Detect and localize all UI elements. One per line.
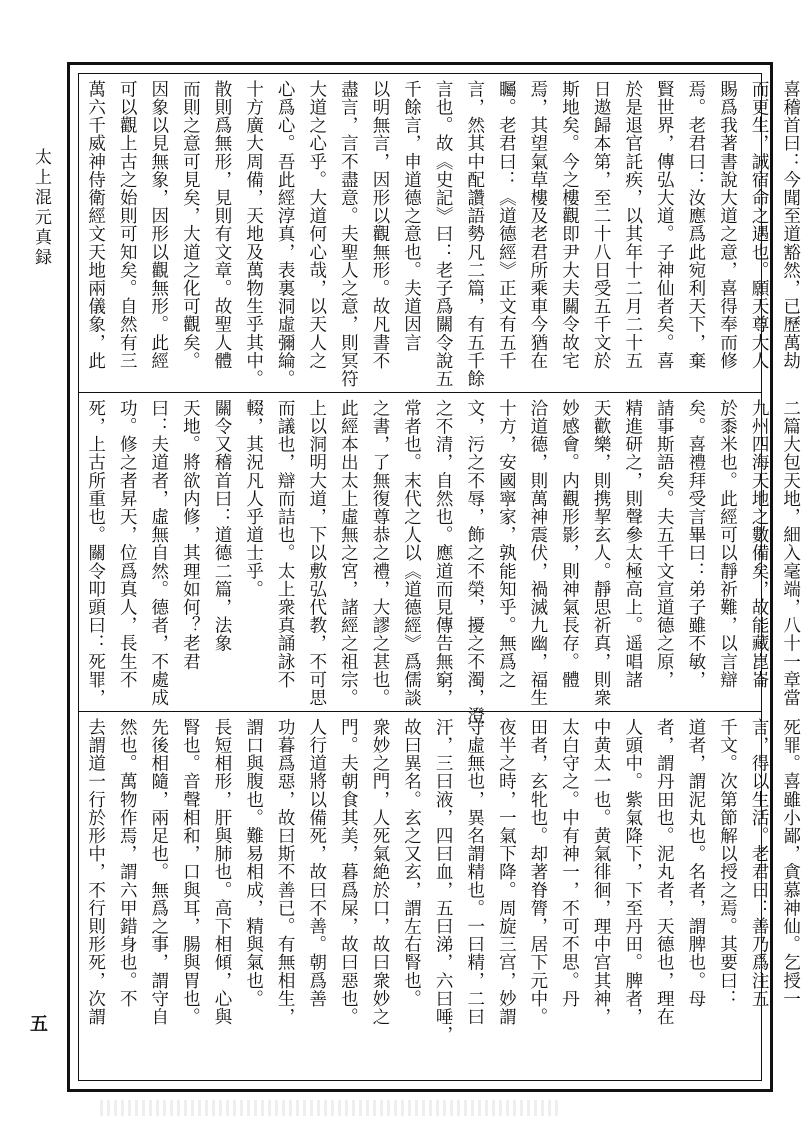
text-column: 道者，謂泥丸也。名者，謂脾也。母: [685, 718, 706, 1008]
text-column: 賜爲我著書說大道之意，喜得奉而修: [717, 80, 738, 370]
text-column: 去謂道一行於形中，不行則形死，次謂: [85, 718, 106, 1026]
text-column: 太白守之。中有神一，不可不思。丹: [559, 718, 580, 1008]
text-column: 斯地矣。今之樓觀即尹大夫關令故宅: [559, 80, 580, 370]
page-frame: [67, 62, 801, 1092]
text-column: 此經本出太上虛無之宮，諸經之祖宗。: [338, 399, 359, 707]
text-column: 十方廣大周備，天地及萬物生乎其中。: [243, 80, 264, 388]
text-column: 田者，玄牝也。却著脊膂，居下元中。: [527, 718, 548, 1026]
text-column: 而則之意可見矣，大道之化可觀矣。: [180, 80, 201, 370]
text-column: 天地。將欲内修，其理如何？老君: [180, 399, 201, 671]
text-column: 萬六千威神侍衛經文天地兩儀象，此: [85, 80, 106, 370]
text-column: 十方，安國寧家，孰能知乎。無爲之: [496, 399, 517, 689]
text-column: 守虛無也，異名謂精也。一曰精，二曰: [464, 718, 485, 1026]
text-column: 言，然其中配讚語勢凡二篇，有五千餘: [464, 80, 485, 388]
text-column: 心爲心。吾此經淳真，表裏洞虛彌綸。: [275, 80, 296, 388]
text-column: 之不清，自然也。應道而見傳告無窮，: [433, 399, 454, 707]
text-column: 以明無言，因形以觀無形。故凡書不: [369, 80, 390, 370]
text-column: 關令又稽首曰：道德二篇，法象: [211, 399, 232, 653]
text-column: 日遨歸本第，至二十八日受五千文於: [591, 80, 612, 370]
text-column: 請事斯語矣。夫五千文宣道德之原，: [654, 399, 675, 689]
text-column: 死罪。喜雖小鄙，貪慕神仙。乞授一: [780, 718, 801, 1008]
text-column: 腎也。音聲相和，口與耳，腸與胃也。: [180, 718, 201, 1026]
text-column: 夜半之時，一氣下降。周旋三宫，妙謂: [496, 718, 517, 1026]
text-column: 故曰異名。玄之又玄，謂左右腎也。: [401, 718, 422, 1008]
text-column: 言也。故《史記》曰：老子爲關令說五: [433, 80, 454, 388]
text-column: 可以觀上古之始則可知矣。自然有三: [117, 80, 138, 370]
text-column: 中黄太一也。黄氣徘徊，理中宫其神，: [591, 718, 612, 1026]
text-block: [79, 393, 808, 725]
text-column: 於黍米也。此經可以靜祈難，以言辯: [717, 399, 738, 689]
text-block: [79, 74, 808, 392]
text-column: 然也。萬物作焉，謂六甲錯身也。不: [117, 718, 138, 1008]
text-column: 汗，三曰液，四曰血，五曰涕，六曰唾，: [433, 718, 454, 1044]
text-column: 天歡樂，則携挈玄人。靜思祈真，則衆: [591, 399, 612, 707]
text-column: 而更生，誠宿命之遇也。願天尊大人: [749, 80, 770, 370]
section-middle: [79, 393, 801, 725]
text-column: 矣。喜禮拜受言畢曰：弟子雖不敏，: [685, 399, 706, 689]
text-column: 之書，了無復尊恭之禮，大謬之甚也。: [369, 399, 390, 707]
text-column: 矚。老君曰：《道德經》正文有五千: [496, 80, 517, 370]
text-column: 大道之心乎。大道何心哉，以天人之: [306, 80, 327, 370]
text-column: 因象以見無象，因形以觀無形。此經: [148, 80, 169, 370]
text-column: 精進研之，則聲參太極高上。遥唱諸: [622, 399, 643, 689]
text-column: 千餘言，申道德之意也。夫道因言: [401, 80, 422, 352]
text-column: 盡言，言不盡意。夫聖人之意，則冥符: [338, 80, 359, 388]
text-column: 衆妙之門，人死氣絶於口，故曰衆妙之: [369, 718, 390, 1026]
text-column: 洽道德，則萬神震伏，禍滅九幽，福生: [527, 399, 548, 707]
text-column: 常者也。末代之人以《道德經》爲儒談: [401, 399, 422, 707]
book-title: 太上混元真録: [31, 148, 51, 268]
section-bottom: [79, 712, 801, 1080]
text-column: 妙感會。内觀形影，則神氣長存。體: [559, 399, 580, 689]
text-column: 上以洞明大道，下以敷弘代教，不可思: [306, 399, 327, 707]
text-area: [78, 73, 801, 1081]
text-column: 文，污之不辱，飾之不榮，擾之不濁，澄: [464, 399, 485, 725]
text-block: [79, 712, 808, 1080]
text-column: 焉。老君曰：汝應爲此宛利天下，棄: [685, 80, 706, 370]
text-column: 者，謂丹田也。泥丸者，天德也，理在: [654, 718, 675, 1026]
text-column: 功暮爲惡，故曰斯不善已。有無相生，: [275, 718, 296, 1026]
page-number: 五: [30, 1014, 48, 1035]
text-column: 先後相隨，兩足也。無爲之事，謂守自: [148, 718, 169, 1026]
text-column: 焉，其望氣草樓及老君所乘車今猶在: [527, 80, 548, 370]
text-column: 功。修之者昇天，位爲真人，長生不: [117, 399, 138, 689]
text-column: 散則爲無形，見則有文章。故聖人體: [211, 80, 232, 370]
text-column: 而議也，辯而詰也。太上衆真誦詠不: [275, 399, 296, 689]
text-column: 喜稽首曰：今聞至道豁然，已歷萬劫: [780, 80, 801, 370]
text-column: 於是退官託疾，以其年十二月二十五: [622, 80, 643, 370]
text-column: 死，上古所重也。關令叩頭曰：死罪，: [85, 399, 106, 707]
text-column: 門。夫朝食其美，暮爲屎，故曰惡也。: [338, 718, 359, 1026]
text-column: 賢世界，傳弘大道。子神仙者矣。喜: [654, 80, 675, 370]
text-column: 人行道將以備死，故曰不善。朝爲善: [306, 718, 327, 1008]
text-column: 曰：夫道者，虛無自然。德者，不處成: [148, 399, 169, 707]
text-column: 言，得以生活。老君曰：善乃爲注五: [749, 718, 770, 1008]
section-top: [79, 74, 801, 393]
scan-edge-artifact: [100, 1100, 560, 1116]
text-column: 謂口與腹也。難易相成，精與氣也。: [243, 718, 264, 1008]
text-column: 輟，其況凡人乎道士乎。: [243, 399, 264, 599]
text-column: 九州四海天地之數備矣，故能藏崑崙: [749, 399, 770, 689]
text-column: 長短相形，肝與肺也。高下相傾，心與: [211, 718, 232, 1026]
text-column: 人頭中。紫氣降下，下至丹田。脾者，: [622, 718, 643, 1026]
text-column: 千文。次第節解以授之焉。其要曰：: [717, 718, 738, 1008]
text-column: 二篇大包天地，細入毫端，八十一章當: [780, 399, 801, 707]
